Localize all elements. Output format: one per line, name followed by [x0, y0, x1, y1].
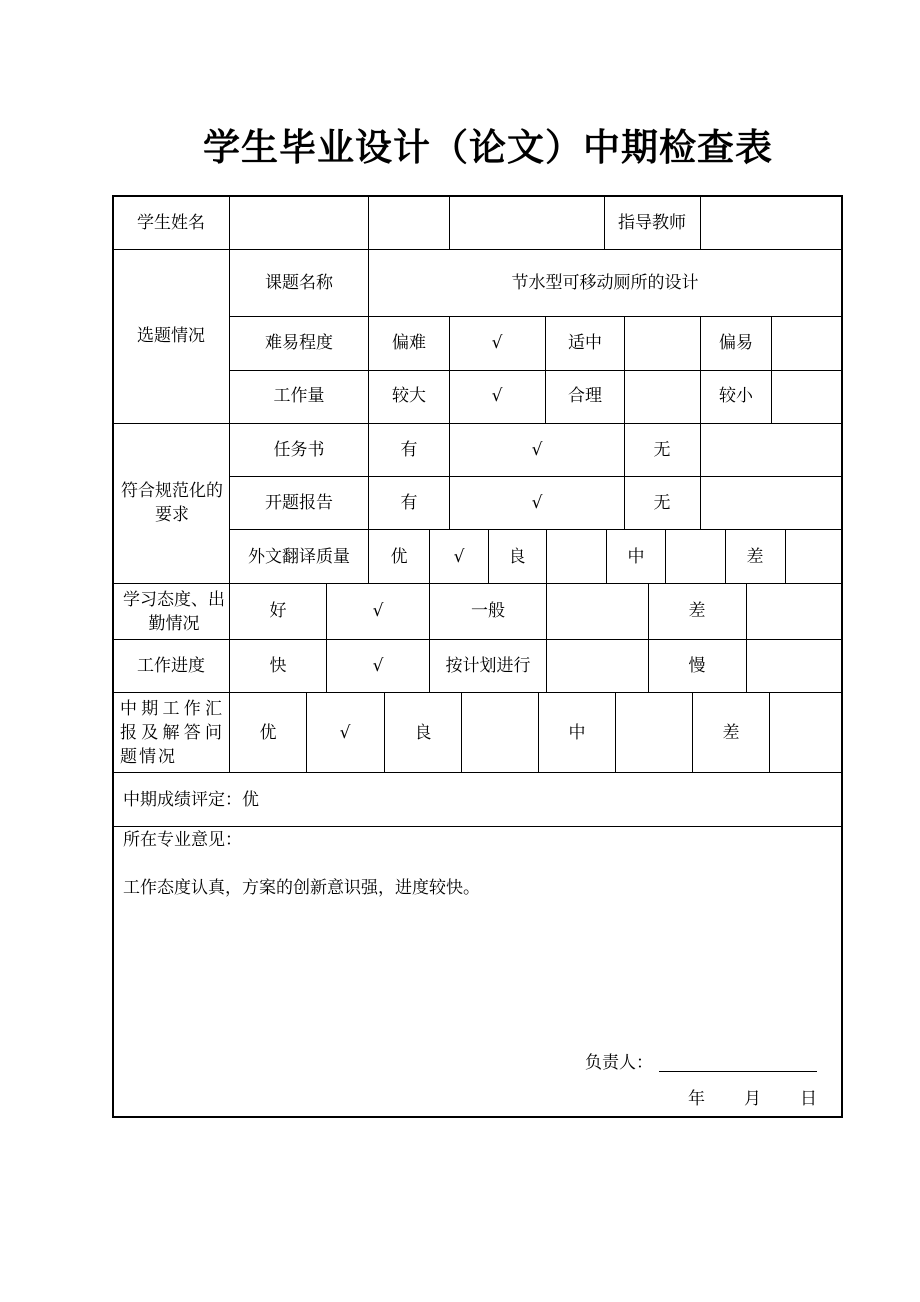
- opinion-text: 工作态度认真，方案的创新意识强，进度较快。: [123, 878, 480, 898]
- translation-good: 良: [508, 547, 526, 567]
- report-excellent-check: √: [339, 723, 351, 743]
- attitude-poor: 差: [688, 601, 706, 621]
- topic-section-label: 选题情况: [137, 326, 205, 346]
- translation-excellent-check: √: [453, 547, 465, 567]
- row-divider: [229, 316, 843, 317]
- row-divider: [229, 529, 843, 530]
- responsible-label: 负责人：: [585, 1053, 653, 1073]
- attitude-average: 一般: [471, 601, 505, 621]
- col-divider: [624, 423, 625, 530]
- col-divider: [615, 692, 616, 773]
- difficulty-label: 难易程度: [265, 333, 333, 353]
- proposal-yes-check: √: [531, 493, 543, 513]
- col-divider: [488, 529, 489, 584]
- row-divider: [112, 772, 843, 773]
- signature-line: [659, 1071, 817, 1072]
- col-divider: [725, 529, 726, 584]
- date-day: 日: [800, 1089, 817, 1109]
- col-divider: [692, 692, 693, 773]
- workload-large: 较大: [392, 386, 426, 406]
- task-book-yes: 有: [400, 440, 418, 460]
- col-divider: [538, 692, 539, 773]
- translation-label: 外文翻译质量: [248, 547, 350, 567]
- col-divider: [229, 195, 230, 773]
- row-divider: [112, 583, 843, 584]
- difficulty-medium: 适中: [568, 333, 602, 353]
- col-divider: [648, 583, 649, 693]
- col-divider: [306, 692, 307, 773]
- row-divider: [229, 370, 843, 371]
- date-year: 年: [688, 1089, 705, 1109]
- col-divider: [700, 316, 701, 424]
- difficulty-hard-check: √: [491, 333, 503, 353]
- col-divider: [771, 316, 772, 424]
- row-divider: [229, 476, 843, 477]
- col-divider: [449, 316, 450, 424]
- proposal-no: 无: [653, 493, 671, 513]
- report-poor: 差: [722, 723, 740, 743]
- col-divider: [546, 583, 547, 693]
- workload-reasonable: 合理: [568, 386, 602, 406]
- difficulty-easy: 偏易: [719, 333, 753, 353]
- midterm-grade: 中期成绩评定：优: [123, 790, 259, 810]
- progress-fast-check: √: [372, 656, 384, 676]
- progress-label: 工作进度: [137, 656, 205, 676]
- translation-poor: 差: [746, 547, 764, 567]
- norms-section-label: 符合规范化的要求: [121, 481, 223, 525]
- progress-on-schedule: 按计划进行: [445, 656, 531, 676]
- col-divider: [368, 529, 369, 584]
- row-divider: [112, 692, 843, 693]
- task-book-no: 无: [653, 440, 671, 460]
- proposal-label: 开题报告: [265, 493, 333, 513]
- report-good: 良: [414, 723, 432, 743]
- report-medium: 中: [568, 723, 586, 743]
- col-divider: [449, 423, 450, 530]
- row-divider: [112, 639, 843, 640]
- report-label: 中期工作汇报及解答问题情况: [120, 699, 224, 767]
- workload-label: 工作量: [273, 386, 325, 406]
- col-divider: [700, 195, 701, 250]
- topic-name-value: 节水型可移动厕所的设计: [511, 273, 699, 293]
- col-divider: [746, 583, 747, 693]
- task-book-yes-check: √: [531, 440, 543, 460]
- row-divider: [112, 423, 843, 424]
- workload-large-check: √: [491, 386, 503, 406]
- col-divider: [769, 692, 770, 773]
- col-divider: [384, 692, 385, 773]
- attitude-good: 好: [269, 601, 287, 621]
- col-divider: [624, 316, 625, 424]
- translation-excellent: 优: [390, 547, 408, 567]
- task-book-label: 任务书: [273, 440, 325, 460]
- opinion-label: 所在专业意见：: [123, 830, 242, 850]
- col-divider: [665, 529, 666, 584]
- topic-name-label: 课题名称: [265, 273, 333, 293]
- workload-small: 较小: [719, 386, 753, 406]
- date-month: 月: [744, 1089, 761, 1109]
- col-divider: [545, 316, 546, 424]
- col-divider: [429, 529, 430, 584]
- col-divider: [449, 195, 450, 250]
- col-divider: [368, 249, 369, 530]
- attitude-label: 学习态度、出勤情况: [123, 590, 225, 634]
- report-excellent: 优: [259, 723, 277, 743]
- col-divider: [546, 529, 547, 584]
- col-divider: [368, 195, 369, 250]
- row-divider: [112, 249, 843, 250]
- student-name-label: 学生姓名: [137, 213, 205, 233]
- col-divider: [604, 195, 605, 250]
- col-divider: [700, 423, 701, 530]
- attitude-good-check: √: [372, 601, 384, 621]
- progress-fast: 快: [269, 656, 287, 676]
- col-divider: [606, 529, 607, 584]
- row-divider: [112, 826, 843, 827]
- col-divider: [429, 583, 430, 693]
- translation-medium: 中: [627, 547, 645, 567]
- proposal-yes: 有: [400, 493, 418, 513]
- col-divider: [326, 583, 327, 693]
- advisor-label: 指导教师: [618, 213, 686, 233]
- progress-slow: 慢: [688, 656, 706, 676]
- col-divider: [785, 529, 786, 584]
- difficulty-hard: 偏难: [392, 333, 426, 353]
- page-title: 学生毕业设计（论文）中期检查表: [203, 126, 773, 169]
- col-divider: [461, 692, 462, 773]
